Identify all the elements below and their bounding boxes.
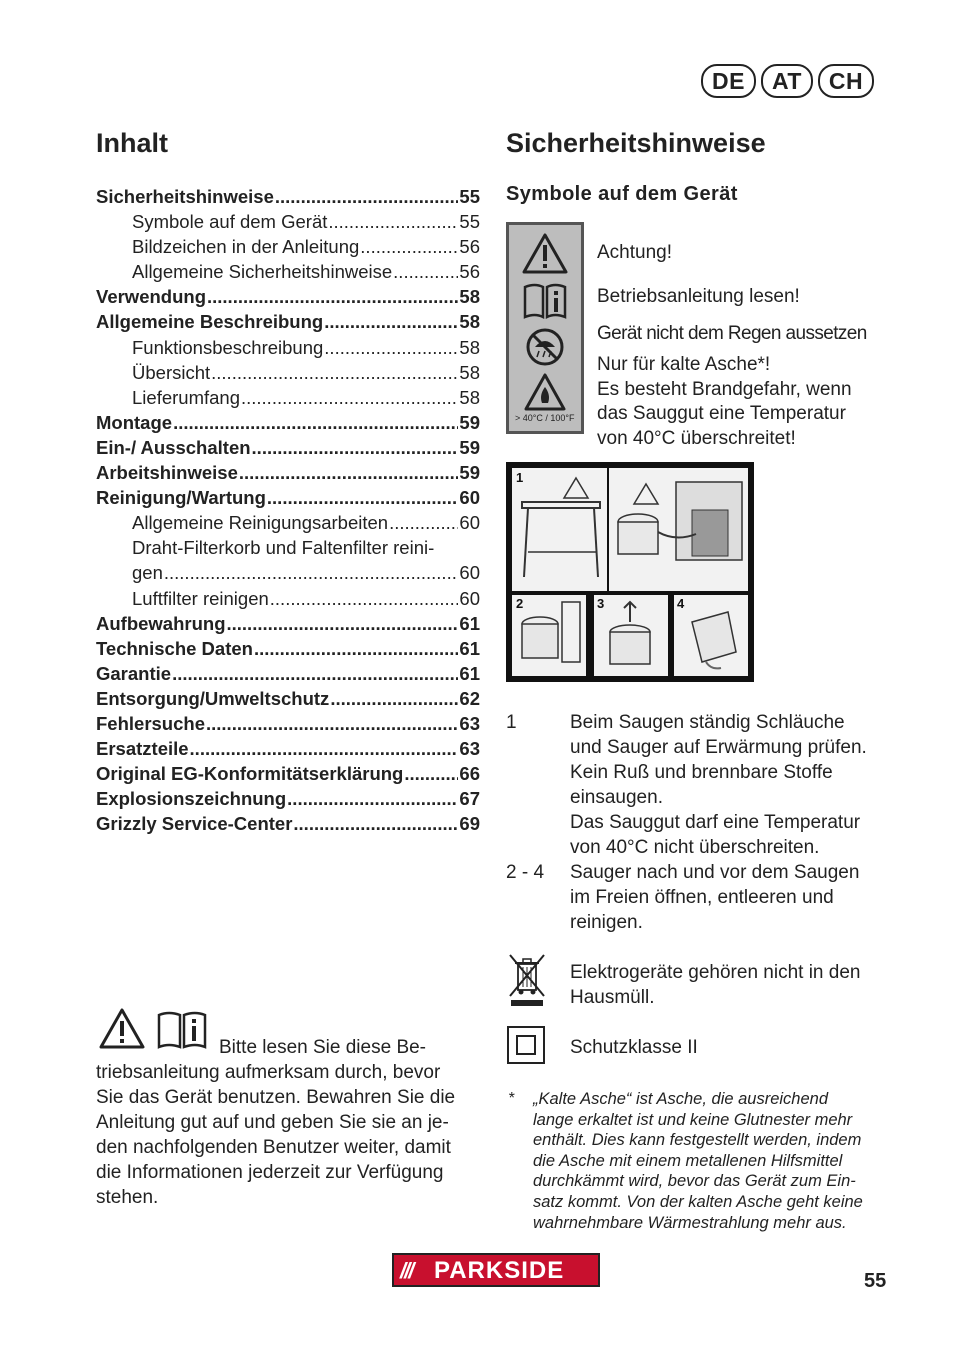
country-badge-ch: CH (818, 64, 874, 98)
toc-entry (96, 560, 480, 585)
symbol-ash-line-1: Nur für kalte Asche*! (597, 354, 771, 375)
read-notice-line: triebsanleitung aufmerksam durch, bevor (96, 1062, 441, 1083)
illustration-number-2: 2 (516, 596, 524, 611)
protection-class-ii-icon (506, 1025, 546, 1065)
read-manual-icon (525, 285, 565, 317)
toc-entry (96, 485, 480, 510)
toc-entry-page: 62 (459, 687, 480, 709)
warning-triangle-icon (98, 1007, 146, 1051)
toc-entry-label: Luftfilter reinigen (132, 587, 269, 609)
footnote-line: die Asche mit einem metallenen Hilfsmittel (533, 1151, 843, 1170)
toc-entry-label: Allgemeine Reinigungsarbeiten (132, 512, 389, 534)
read-notice-text (96, 1060, 486, 1210)
section-heading: Sicherheitshinweise (506, 128, 766, 158)
toc-entry-label: Montage (96, 411, 173, 433)
read-notice-line: stehen. (96, 1187, 159, 1208)
toc-entry (96, 460, 480, 485)
toc-entry-page: 55 (459, 211, 480, 233)
toc-entry (96, 234, 480, 259)
toc-entry (96, 611, 480, 636)
toc-leader-dots (404, 761, 458, 786)
toc-entry-label: Explosionszeichnung (96, 788, 287, 810)
read-notice-line: die Informationen jederzeit zur Verfügung (96, 1162, 444, 1183)
symbol-rain-text: Gerät nicht dem Regen aussetzen (597, 323, 867, 344)
toc-leader-dots (324, 335, 458, 360)
toc-leader-dots (190, 736, 459, 761)
toc-entry-page: 59 (459, 436, 480, 458)
weee-line: Hausmüll. (570, 987, 655, 1008)
toc-entry-page: 58 (459, 311, 480, 333)
toc-entry-page: 56 (459, 261, 480, 283)
toc-leader-dots (252, 435, 459, 460)
read-notice-line: Sie das Gerät benutzen. Bewahren Sie die (96, 1087, 456, 1108)
toc-leader-dots (324, 309, 458, 334)
toc-leader-dots (207, 284, 458, 309)
toc-leader-dots (275, 184, 459, 209)
toc-entry-page: 60 (459, 512, 480, 534)
toc-entry-page: 69 (459, 813, 480, 835)
toc-leader-dots (254, 636, 458, 661)
step-line: reinigen. (570, 912, 643, 933)
toc-leader-dots (227, 611, 459, 636)
step-number: 1 (506, 712, 517, 733)
toc-leader-dots (173, 410, 458, 435)
toc-leader-dots (393, 259, 458, 284)
toc-entry-page: 60 (459, 562, 480, 584)
toc-entry-label: Ein-/ Ausschalten (96, 436, 251, 458)
toc-entry-page: 63 (459, 738, 480, 760)
toc-entry-label: Bildzeichen in der Anleitung (132, 236, 360, 258)
toc-entry-page: 58 (459, 361, 480, 383)
logo-stripes-icon: /// (400, 1258, 413, 1283)
symbol-ash-line-3: das Sauggut eine Temperatur (597, 403, 846, 424)
toc-entry (96, 284, 480, 309)
toc-leader-dots (241, 385, 458, 410)
crossed-bin-icon (506, 952, 548, 1008)
toc-leader-dots (360, 234, 458, 259)
toc-entry-page: 66 (459, 763, 480, 785)
toc-entry-page: 58 (459, 286, 480, 308)
brand-name: PARKSIDE (434, 1257, 565, 1284)
toc-leader-dots (270, 586, 459, 611)
footnote-line: „Kalte Asche“ ist Asche, die ausreichend (533, 1090, 829, 1108)
toc-entry-page: 61 (459, 662, 480, 684)
toc-leader-dots (287, 786, 458, 811)
warning-triangle-icon (524, 235, 566, 272)
toc-entry-label: Verwendung (96, 286, 206, 308)
toc-leader-dots (172, 661, 458, 686)
step-line: von 40°C nicht überschreiten. (570, 837, 820, 858)
toc-entry (96, 385, 480, 410)
illustration-number-1: 1 (516, 470, 524, 485)
symbol-caution-text: Achtung! (597, 242, 672, 263)
step-line: und Sauger auf Erwärmung prüfen. (570, 737, 867, 758)
temperature-label: > 40°C / 100°F (515, 413, 575, 423)
read-manual-icon (156, 1009, 208, 1051)
toc-leader-dots (330, 686, 458, 711)
toc-entry-page: 59 (459, 411, 480, 433)
toc-entry (96, 811, 480, 836)
toc-entry (96, 335, 480, 360)
toc-entry (96, 360, 480, 385)
weee-line: Elektrogeräte gehören nicht in den (570, 962, 861, 983)
page-number: 55 (864, 1270, 887, 1292)
toc-entry-page: 63 (459, 712, 480, 734)
step-line: einsaugen. (570, 787, 663, 808)
step-line: Kein Ruß und brennbare Stoffe (570, 762, 833, 783)
footnote-line: enthält. Dies kann festgestellt werden, indem (533, 1131, 862, 1150)
toc-entry-label: Übersicht (132, 361, 211, 383)
toc-leader-dots (293, 811, 458, 836)
toc-entry (96, 309, 480, 334)
toc-leader-dots (206, 711, 458, 736)
toc-entry-page: 61 (459, 637, 480, 659)
toc-leader-dots (328, 209, 458, 234)
toc-entry (96, 786, 480, 811)
toc-entry (96, 259, 480, 284)
toc-entry-page: 56 (459, 236, 480, 258)
table-of-contents (96, 184, 480, 836)
parkside-logo (392, 1253, 600, 1287)
toc-entry-label: Allgemeine Beschreibung (96, 311, 324, 333)
footnote-marker: * (508, 1090, 515, 1107)
toc-leader-dots (211, 360, 458, 385)
toc-leader-dots (239, 460, 459, 485)
device-symbols-panel (506, 222, 584, 434)
toc-entry (96, 711, 480, 736)
toc-entry-label: Funktionsbeschreibung (132, 336, 324, 358)
usage-illustration (506, 462, 754, 682)
illustration-number-3: 3 (597, 596, 605, 611)
fire-warning-icon (526, 375, 564, 409)
toc-leader-dots (164, 560, 459, 585)
toc-entry (96, 435, 480, 460)
symbol-ash-line-4: von 40°C überschreitet! (597, 428, 796, 449)
step-line: im Freien öffnen, entleeren und (570, 887, 834, 908)
toc-entry-label: Symbole auf dem Gerät (132, 211, 328, 233)
toc-entry-page: 55 (459, 186, 480, 207)
weee-text (570, 960, 860, 1010)
toc-entry (96, 761, 480, 786)
toc-entry (96, 686, 480, 711)
toc-entry-label: gen (132, 562, 163, 584)
toc-entry (96, 636, 480, 661)
toc-entry-page: 59 (459, 462, 480, 484)
country-badge-at: AT (761, 64, 813, 98)
toc-entry (96, 535, 480, 560)
toc-entry (96, 410, 480, 435)
step-text (570, 710, 900, 860)
toc-entry-label: Grizzly Service-Center (96, 813, 293, 835)
step-line: Das Sauggut darf eine Temperatur (570, 812, 861, 833)
toc-entry-page: 58 (459, 386, 480, 408)
toc-entry-page: 58 (459, 336, 480, 358)
toc-entry (96, 661, 480, 686)
country-badges (701, 64, 874, 98)
read-notice-line: den nachfolgenden Benutzer weiter, damit (96, 1137, 451, 1158)
toc-entry-page: 60 (459, 487, 480, 509)
toc-entry-page: 67 (459, 788, 480, 810)
toc-entry-label: Ersatzteile (96, 738, 189, 760)
symbol-ash-line-2: Es besteht Brandgefahr, wenn (597, 379, 852, 400)
toc-entry-page: 61 (459, 612, 480, 634)
toc-entry-label: Reinigung/Wartung (96, 487, 266, 509)
toc-entry (96, 510, 480, 535)
toc-entry-page: 60 (459, 587, 480, 609)
symbol-read-manual-text: Betriebsanleitung lesen! (597, 286, 800, 307)
country-badge-de: DE (701, 64, 756, 98)
toc-entry (96, 209, 480, 234)
toc-entry-label: Technische Daten (96, 637, 253, 659)
toc-entry-label: Allgemeine Sicherheitshinweise (132, 261, 393, 283)
toc-leader-dots (267, 485, 459, 510)
toc-entry (96, 586, 480, 611)
step-line: Beim Saugen ständig Schläuche (570, 712, 845, 733)
read-notice-first-line: Bitte lesen Sie diese Be- (219, 1037, 427, 1058)
toc-entry (96, 184, 480, 209)
toc-entry-label: Aufbewahrung (96, 612, 226, 634)
step-number: 2 - 4 (506, 862, 545, 883)
toc-entry-label: Lieferumfang (132, 386, 240, 408)
toc-leader-dots (389, 510, 458, 535)
read-notice-line: Anleitung gut auf und geben Sie sie an je- (96, 1112, 449, 1133)
toc-entry-label: Draht-Filterkorb und Faltenfilter reini- (132, 537, 435, 559)
no-rain-icon (528, 330, 562, 364)
toc-entry-label: Original EG-Konformitätserklärung (96, 763, 404, 785)
footnote-line: wahrnehmbare Wärmestrahlung mehr aus. (533, 1213, 847, 1232)
protection-class-text: Schutzklasse II (570, 1037, 698, 1058)
toc-entry-label: Arbeitshinweise (96, 462, 238, 484)
footnote-text (533, 1089, 903, 1233)
step-text (570, 860, 900, 935)
illustration-number-4: 4 (677, 596, 685, 611)
toc-entry-label: Sicherheitshinweise (96, 186, 274, 207)
toc-entry-label: Entsorgung/Umweltschutz (96, 687, 330, 709)
toc-entry-label: Garantie (96, 662, 172, 684)
subsection-heading: Symbole auf dem Gerät (506, 183, 738, 205)
toc-heading: Inhalt (96, 128, 168, 158)
toc-entry (96, 736, 480, 761)
footnote-line: lange erkaltet ist und keine Glutnester mehr (533, 1110, 853, 1129)
step-line: Sauger nach und vor dem Saugen (570, 862, 860, 883)
footnote-line: durchkämmt wird, bevor das Gerät zum Ein- (533, 1172, 856, 1191)
footnote-line: satz kommt. Von der kalten Asche geht keine (533, 1192, 863, 1211)
toc-entry-label: Fehlersuche (96, 712, 205, 734)
